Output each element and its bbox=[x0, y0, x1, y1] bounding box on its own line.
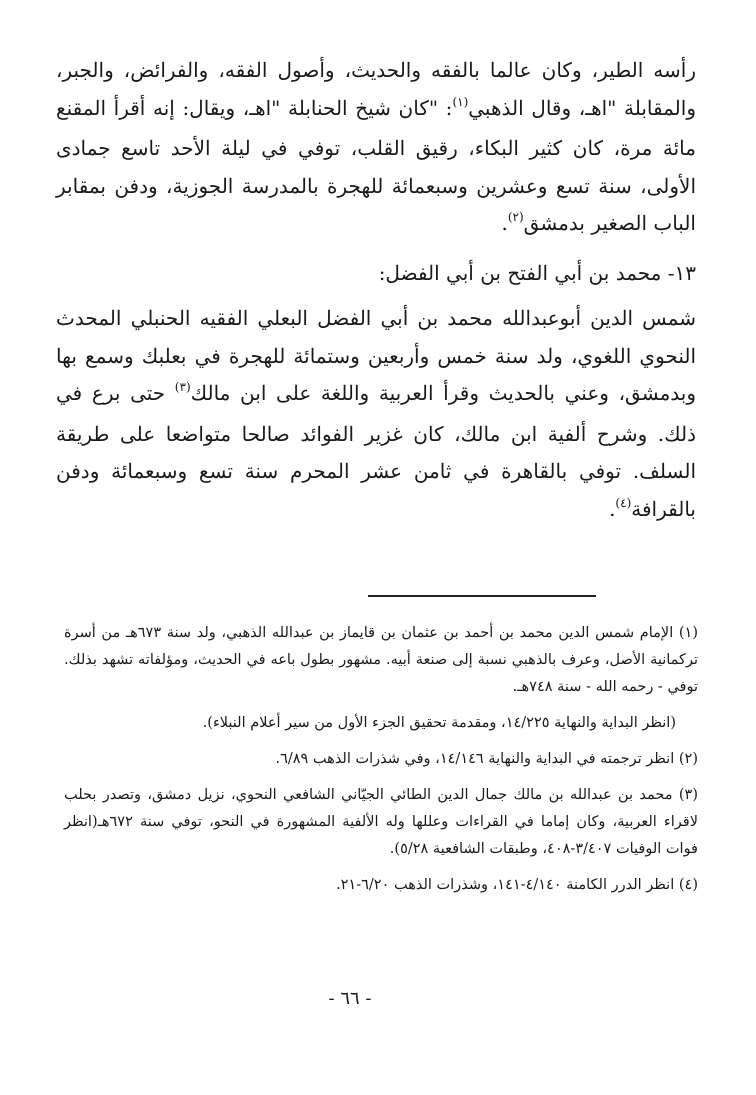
footnote-1-number: (١) bbox=[678, 625, 698, 641]
body-paragraph-1 bbox=[56, 52, 696, 246]
footnote-3-number: (٣) bbox=[678, 787, 698, 803]
footnote-4-text: انظر الدرر الكامنة ٤/١٤٠-١٤١، وشذرات الذهب ٦/٢٠-٢١. bbox=[336, 877, 675, 893]
footnote-ref-2: (٢) bbox=[507, 210, 524, 224]
footnotes-section bbox=[64, 620, 698, 908]
entry-heading: ١٣- محمد بن أبي الفتح بن أبي الفضل: bbox=[378, 261, 696, 285]
footnote-3-text: محمد بن عبدالله بن مالك جمال الدين الطائي الجيّاني الشافعي النحوي، نزيل دمشق، وتصدر بحلب لاقراء العربية، وكان إماما في القراءات وعللها وله الألفية المشهورة في النحو، توفي سنة ٦٧٢هـ(انظر فوات الوفيات ٣/٤٠٧-٤٠٨، وطبقات الشافعية ٥/٢٨). bbox=[64, 787, 698, 857]
body-paragraph-2 bbox=[56, 300, 696, 531]
footnote-2-text: انظر ترجمته في البداية والنهاية ١٤/١٤٦، وفي شذرات الذهب ٦/٨٩. bbox=[275, 751, 675, 767]
paragraph-2-end: . bbox=[609, 496, 616, 521]
page-number: - ٦٦ - bbox=[328, 988, 372, 1009]
paragraph-2-text: شمس الدين أبوعبدالله محمد بن أبي الفضل البعلي الفقيه الحنبلي المحدث النحوي اللغوي، ولد سنة خمس وأربعين وستمائة للهجرة في بعلبك وسمع بها وبدمشق، وعني بالحديث وقرأ العربية واللغة على ابن مالك bbox=[56, 306, 696, 405]
footnote-2 bbox=[64, 746, 698, 773]
footnote-ref-4: (٤) bbox=[615, 495, 632, 510]
paragraph-1-text-continued: : "كان شيخ الحنابلة "اهـ، ويقال: إنه أقرأ المقنع مائة مرة، كان كثير البكاء، رقيق القلب، توفي في ليلة الأحد تاسع جمادى الأولى، سنة تسع وعشرين وسبعمائة للهجرة بالمدرسة الجوزية، ودفن بمقابر الباب الصغير بدمشق bbox=[56, 95, 696, 235]
footnote-1-text: الإمام شمس الدين محمد بن أحمد بن عثمان بن قايماز بن عبدالله الذهبي، ولد سنة ٦٧٣هـ من أسرة تركمانية الأصل، وعرف بالذهبي نسبة إلى صنعة أبيه. مشهور بطول باعه في الحديث، ومؤلفاته تشهد بذلك. توفي - رحمه الله - سنة ٧٤٨هـ. bbox=[64, 625, 698, 695]
footnote-ref-3: (٣) bbox=[174, 380, 191, 394]
footnote-4 bbox=[64, 872, 698, 899]
paragraph-1-end: . bbox=[501, 211, 508, 235]
footnote-1-source: (انظر البداية والنهاية ١٤/٢٢٥، ومقدمة تحقيق الجزء الأول من سير أعلام النبلاء). bbox=[202, 715, 676, 731]
footnote-1 bbox=[64, 620, 698, 701]
footnote-2-number: (٢) bbox=[678, 751, 698, 767]
paragraph-1-text: رأسه الطير، وكان عالما بالفقه والحديث، وأصول الفقه، والفرائض، والجبر، والمقابلة "اهـ، وقال الذهبي bbox=[56, 58, 696, 120]
footnote-3 bbox=[64, 782, 698, 863]
footnote-4-number: (٤) bbox=[678, 877, 698, 893]
footnote-divider bbox=[368, 595, 596, 597]
paragraph-2-text-continued: حتى برع في ذلك. وشرح ألفية ابن مالك، كان غزير الفوائد صالحا متواضعا على طريقة السلف. توفي بالقاهرة في ثامن عشر المحرم سنة تسع وسبعمائة ودفن بالقرافة bbox=[56, 381, 697, 521]
footnote-ref-1: (١) bbox=[452, 94, 469, 109]
